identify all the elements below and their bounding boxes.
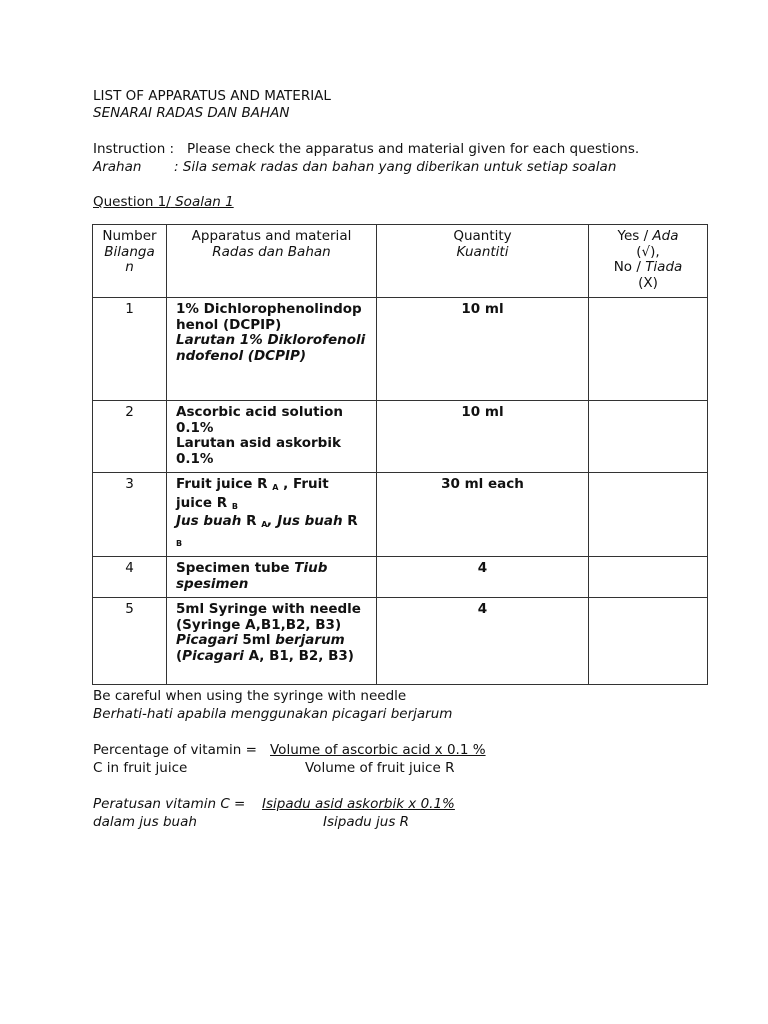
row-check-cell[interactable] [589,401,708,473]
row-quantity: 4 [377,598,589,685]
instruction-text-ms: : Sila semak radas dan bahan yang diberikan untuk setiap soalan [174,159,617,175]
table-row [93,473,708,557]
row-item: Ascorbic acid solution 0.1% Larutan asid askorbik 0.1% [167,401,377,473]
title-ms: SENARAI RADAS DAN BAHAN [93,105,290,121]
formula-ms-numerator: Isipadu asid askorbik x 0.1% [262,796,455,812]
row-number: 2 [93,401,167,473]
instruction-label-en: Instruction : [93,141,175,157]
apparatus-table [92,224,708,685]
row-number: 1 [93,298,167,401]
question-title-en: Question 1/ [93,194,171,210]
table-row [93,401,708,473]
row-item: 1% Dichlorophenolindophenol (DCPIP) Larutan 1% Diklorofenolindofenol (DCPIP) [167,298,377,401]
row-number: 3 [93,473,167,557]
row-quantity: 10 ml [377,298,589,401]
caution-ms: Berhati-hati apabila menggunakan picagari berjarum [93,706,453,722]
title-en: LIST OF APPARATUS AND MATERIAL [93,88,331,104]
row-number: 5 [93,598,167,685]
row-check-cell[interactable] [589,473,708,557]
table-row [93,557,708,598]
row-item: 5ml Syringe with needle (Syringe A,B1,B2, B3) Picagari 5ml berjarum (Picagari A, B1, B2, B3) [167,598,377,685]
row-quantity: 30 ml each [377,473,589,557]
header-apparatus: Apparatus and material Radas dan Bahan [167,225,377,298]
formula-ms-lhs-2: dalam jus buah [93,814,197,830]
header-quantity: Quantity Kuantiti [377,225,589,298]
header-check: Yes / Ada (√), No / Tiada (X) [589,225,708,298]
question-title-ms: Soalan 1 [175,194,234,210]
instruction-text-en: Please check the apparatus and material given for each questions. [187,141,640,157]
row-number: 4 [93,557,167,598]
table-header-row [93,225,708,298]
formula-en-denominator: Volume of fruit juice R [305,760,455,776]
formula-en-lhs-2: C in fruit juice [93,760,188,776]
row-check-cell[interactable] [589,298,708,401]
row-check-cell[interactable] [589,557,708,598]
formula-ms-lhs-1: Peratusan vitamin C = [93,796,246,812]
instruction-label-ms: Arahan [93,159,142,175]
caution-en: Be careful when using the syringe with needle [93,688,407,704]
formula-en-lhs-1: Percentage of vitamin = [93,742,257,758]
row-item: Specimen tube Tiub spesimen [167,557,377,598]
row-quantity: 4 [377,557,589,598]
row-quantity: 10 ml [377,401,589,473]
formula-en-numerator: Volume of ascorbic acid x 0.1 % [270,742,486,758]
question-title [93,193,234,211]
row-item: Fruit juice R $_A$ , Fruit juice R $_B$ Jus buah R $_A$, Jus buah R $_B$ [167,473,377,557]
formula-ms-denominator: Isipadu jus R [323,814,410,830]
header-number: Number Bilangan [93,225,167,298]
table-row [93,298,708,401]
table-row [93,598,708,685]
row-check-cell[interactable] [589,598,708,685]
